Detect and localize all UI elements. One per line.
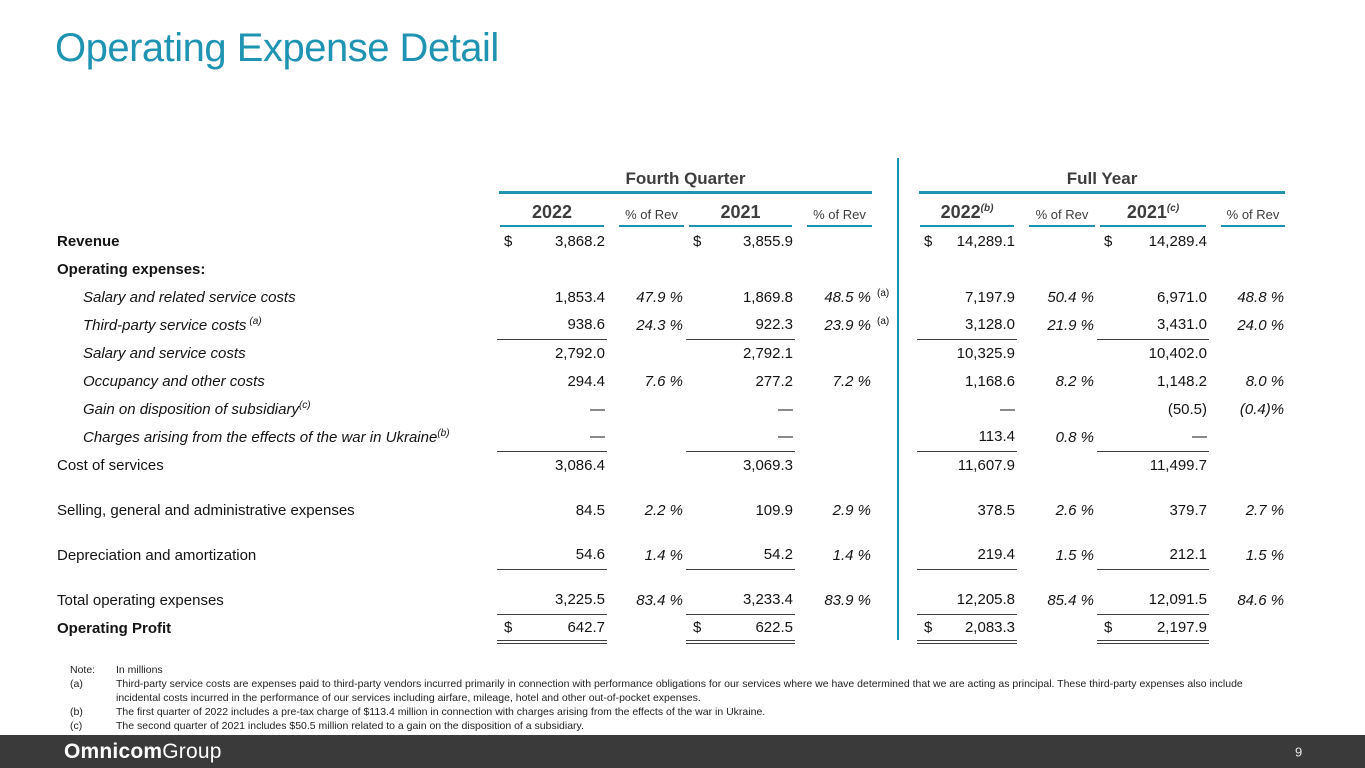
cell-dollar [1097, 451, 1123, 479]
footnote-text: The first quarter of 2022 includes a pre-tax charge of $113.4 million in connection with charges arising from the effects of the war in Ukraine. [116, 705, 766, 718]
cell-amount: 3,868.2 [554, 232, 605, 250]
cell-pct [1017, 451, 1097, 479]
cell-amount: 10,402.0 [1123, 339, 1209, 367]
cell-dollar [686, 367, 712, 395]
cell-amount: 938.6 [567, 316, 605, 334]
cell-pct: 2.6 % [1055, 501, 1095, 519]
cell-dollar [1097, 496, 1123, 524]
cell-dollar: $ [1097, 614, 1123, 642]
cell-pct: 48.5 % (a) [824, 288, 890, 306]
cell-pct [795, 255, 874, 283]
cell-dollar [917, 367, 937, 395]
cell-amount [1123, 255, 1209, 283]
cell-amount: 378.5 [977, 501, 1016, 519]
spacer-row [55, 479, 1287, 496]
cell-amount: 2,792.0 [519, 339, 607, 367]
expense-table [55, 168, 1287, 644]
footnote-term: Note: [70, 664, 96, 676]
cell-pct [1209, 423, 1287, 451]
cell-dollar [497, 395, 519, 423]
cell-pct [1209, 255, 1287, 283]
cell-pct: 7.2 % [832, 372, 872, 390]
cell-amount: 1,168.6 [964, 372, 1016, 390]
full-year-header: Full Year [919, 169, 1285, 194]
cell-amount [519, 255, 607, 283]
cell-dollar [497, 496, 519, 524]
cell-pct: 85.4 % [1047, 591, 1095, 609]
cell-pct: 1.4 % [832, 546, 872, 564]
cell-amount: 109.9 [755, 501, 793, 519]
row-label: Selling, general and administrative expenses [57, 501, 355, 519]
cell-pct [1017, 255, 1097, 283]
row-label: Salary and related service costs [83, 288, 296, 306]
cell-dollar [1097, 339, 1123, 367]
fourth-quarter-header: Fourth Quarter [499, 169, 872, 194]
section-gap [874, 586, 917, 614]
cell-amount: 212.1 [1123, 541, 1209, 569]
footnote-text: In millions [116, 664, 163, 676]
cell-pct: 0.8 % [1055, 428, 1095, 446]
cell-amount: 2,792.1 [712, 339, 795, 367]
cell-pct: 2.2 % [644, 501, 683, 519]
cell-dollar [686, 496, 712, 524]
cell-dollar [917, 311, 937, 339]
cell-dollar [917, 339, 937, 367]
cell-amount: 622.5 [712, 614, 795, 642]
footnote-text: The second quarter of 2021 includes $50.5 million related to a gain on the disposition of a subsidiary. [116, 719, 584, 732]
cell-amount: — [778, 428, 793, 446]
cell-amount: 3,069.3 [712, 451, 795, 479]
cell-dollar: $ [693, 232, 702, 250]
cell-dollar [497, 255, 519, 283]
cell-pct: 83.9 % [824, 591, 872, 609]
cell-pct [607, 423, 686, 451]
cell-dollar [497, 367, 519, 395]
section-gap [874, 395, 917, 423]
cell-pct: 1.4 % [644, 546, 683, 564]
cell-dollar [1097, 423, 1123, 451]
cell-pct: 8.0 % [1245, 372, 1285, 390]
row-label: Operating expenses: [57, 260, 206, 278]
table-row [55, 451, 1287, 479]
cell-amount: 11,607.9 [937, 451, 1017, 479]
cell-amount: 3,086.4 [519, 451, 607, 479]
cell-pct: 7.6 % [644, 372, 683, 390]
section-gap [874, 541, 917, 569]
table-row [55, 283, 1287, 311]
table-row [55, 311, 1287, 339]
cell-amount [712, 255, 795, 283]
cell-dollar [686, 395, 712, 423]
cell-dollar: $ [917, 614, 937, 642]
cell-pct: 83.4 % [636, 591, 683, 609]
cell-pct: 23.9 % (a) [824, 316, 890, 334]
cell-pct [795, 451, 874, 479]
cell-dollar [917, 255, 937, 283]
cell-pct [795, 227, 874, 255]
row-label: Salary and service costs [83, 344, 246, 362]
cell-dollar [917, 451, 937, 479]
section-gap [874, 255, 917, 283]
cell-amount: 54.2 [712, 541, 795, 569]
table-row [55, 586, 1287, 614]
cell-pct [1209, 451, 1287, 479]
cell-pct: 8.2 % [1055, 372, 1095, 390]
cell-amount: 14,289.1 [956, 232, 1016, 250]
cell-dollar [917, 423, 937, 451]
table-body [55, 227, 1287, 642]
cell-dollar: $ [924, 232, 933, 250]
table-row [55, 541, 1287, 569]
section-gap [874, 194, 917, 227]
cell-dollar [686, 311, 712, 339]
cell-amount: 277.2 [755, 372, 793, 390]
cell-pct: 2.7 % [1245, 501, 1285, 519]
cell-dollar [686, 255, 712, 283]
cell-dollar [497, 541, 519, 569]
row-label: Revenue [57, 232, 120, 250]
pct-of-rev-header: % of Rev [1029, 207, 1095, 227]
cell-amount: 11,499.7 [1123, 451, 1209, 479]
cell-amount: 3,225.5 [519, 586, 607, 614]
footnote-term: (a) [70, 677, 83, 690]
cell-pct [1017, 227, 1097, 255]
cell-amount: 54.6 [519, 541, 607, 569]
row-label: Operating Profit [57, 619, 172, 637]
cell-dollar [1097, 283, 1123, 311]
cell-pct [1209, 614, 1287, 642]
cell-amount: 3,233.4 [712, 586, 795, 614]
cell-pct [1017, 614, 1097, 642]
cell-pct: 48.8 % [1237, 288, 1285, 306]
cell-pct [1017, 339, 1097, 367]
cell-pct [795, 614, 874, 642]
cell-amount: 12,205.8 [937, 586, 1017, 614]
cell-dollar [1097, 586, 1123, 614]
cell-amount [937, 255, 1017, 283]
page-title: Operating Expense Detail [55, 26, 499, 70]
cell-amount: — [778, 400, 793, 418]
table-row [55, 395, 1287, 423]
cell-amount: 1,869.8 [742, 288, 793, 306]
cell-pct [607, 614, 686, 642]
cell-dollar [497, 311, 519, 339]
footnote-term: (b) [70, 705, 83, 718]
cell-amount: 84.5 [575, 501, 605, 519]
cell-pct: 50.4 % [1047, 288, 1095, 306]
cell-amount: 1,853.4 [554, 288, 605, 306]
table-row [55, 496, 1287, 524]
year-header-fy-2022: 2022$^{(b)}$ [920, 202, 1014, 227]
cell-dollar: $ [686, 614, 712, 642]
section-gap [874, 496, 917, 524]
pct-of-rev-header: % of Rev [807, 207, 872, 227]
cell-dollar [1097, 541, 1123, 569]
cell-dollar [1097, 311, 1123, 339]
cell-pct [607, 255, 686, 283]
footnote [70, 678, 1262, 706]
cell-dollar [686, 283, 712, 311]
cell-pct [1209, 339, 1287, 367]
cell-pct: 24.3 % [636, 316, 683, 334]
cell-pct: 1.5 % [1245, 546, 1285, 564]
section-gap [874, 451, 917, 479]
cell-pct [795, 339, 874, 367]
cell-amount: — [1000, 400, 1016, 418]
cell-amount: 113.4 [978, 428, 1016, 446]
cell-amount: 6,971.0 [1156, 288, 1208, 306]
cell-dollar [497, 451, 519, 479]
table-row [55, 367, 1287, 395]
footer-bar [0, 735, 1365, 768]
spacer-row [55, 569, 1287, 586]
section-gap [874, 339, 917, 367]
cell-amount: 379.7 [1169, 501, 1208, 519]
cell-dollar [686, 451, 712, 479]
cell-dollar [917, 586, 937, 614]
cell-dollar [497, 339, 519, 367]
cell-amount: (50.5) [1167, 400, 1208, 418]
section-gap [874, 168, 917, 194]
section-gap [874, 423, 917, 451]
cell-amount: 12,091.5 [1123, 586, 1209, 614]
cell-amount: 2,197.9 [1123, 614, 1209, 642]
cell-pct [607, 395, 686, 423]
cell-pct [795, 423, 874, 451]
footnote-marker: (a) [877, 288, 890, 299]
cell-pct: 24.0 % [1237, 316, 1285, 334]
row-label: Occupancy and other costs [83, 372, 265, 390]
footnote [70, 720, 1262, 734]
cell-pct: 1.5 % [1055, 546, 1095, 564]
row-label: Total operating expenses [57, 591, 224, 609]
cell-dollar [686, 339, 712, 367]
year-header-q4-2022: 2022 [500, 202, 604, 227]
footnote-term: (c) [70, 719, 83, 732]
row-label: Gain on disposition of subsidiary$^{(c)}$ [83, 400, 311, 418]
cell-amount: 7,197.9 [964, 288, 1016, 306]
cell-pct [607, 227, 686, 255]
footnotes [70, 664, 1262, 734]
cell-amount: 642.7 [519, 614, 607, 642]
cell-dollar [1097, 255, 1123, 283]
cell-pct: 47.9 % [636, 288, 683, 306]
omnicom-group-logo: OmnicomGroup [64, 739, 222, 763]
row-label: Cost of services [57, 456, 164, 474]
footnote-text: Third-party service costs are expenses paid to third-party vendors incurred primarily in connection with performance obligations for our services where we have determined that we are acting as principal. These third-party expenses also include incidental costs incurred in the performance of our services including airfare, mileage, hotel and other out-of-pocket expenses. [116, 677, 1243, 704]
footnote [70, 706, 1262, 720]
cell-amount: 14,289.4 [1148, 232, 1208, 250]
spacer-row [55, 524, 1287, 541]
section-gap [874, 614, 917, 642]
cell-dollar [917, 395, 937, 423]
footnote [70, 664, 1262, 678]
cell-pct [1209, 227, 1287, 255]
cell-amount: — [590, 428, 605, 446]
cell-dollar [1097, 367, 1123, 395]
cell-pct [607, 339, 686, 367]
year-header-fy-2021: 2021$^{(c)}$ [1100, 202, 1206, 227]
section-gap [874, 227, 917, 255]
table-row [55, 255, 1287, 283]
cell-dollar [686, 423, 712, 451]
cell-amount: 10,325.9 [937, 339, 1017, 367]
cell-pct [1017, 395, 1097, 423]
cell-amount: 1,148.2 [1156, 372, 1208, 390]
pct-of-rev-header: % of Rev [1221, 207, 1285, 227]
cell-dollar [1097, 395, 1123, 423]
cell-pct [795, 395, 874, 423]
cell-dollar [497, 283, 519, 311]
cell-amount: 3,128.0 [964, 316, 1016, 334]
row-label: Third-party service costs $^{(a)}$ [83, 316, 262, 334]
cell-dollar [917, 541, 937, 569]
cell-pct: 2.9 % [832, 501, 872, 519]
cell-amount: 2,083.3 [937, 614, 1017, 642]
table-row [55, 423, 1287, 451]
cell-amount: 3,431.0 [1156, 316, 1208, 334]
footnote-marker: (a) [877, 316, 890, 327]
page-number: 9 [1295, 744, 1303, 759]
cell-dollar: $ [504, 232, 513, 250]
section-divider-line [897, 158, 899, 640]
cell-pct: 84.6 % [1237, 591, 1285, 609]
row-label: Charges arising from the effects of the war in Ukraine$^{(b)}$ [83, 428, 450, 446]
table-row [55, 227, 1287, 255]
cell-dollar: $ [1104, 232, 1113, 250]
cell-pct [607, 451, 686, 479]
column-header-row [55, 194, 1287, 227]
group-header-row [55, 168, 1287, 194]
table-row [55, 339, 1287, 367]
cell-amount: 922.3 [755, 316, 793, 334]
cell-dollar [917, 496, 937, 524]
cell-amount: 219.4 [937, 541, 1017, 569]
cell-dollar [917, 283, 937, 311]
pct-of-rev-header: % of Rev [619, 207, 684, 227]
cell-pct: 21.9 % [1047, 316, 1095, 334]
cell-amount: — [590, 400, 605, 418]
cell-dollar: $ [497, 614, 519, 642]
table-row [55, 614, 1287, 642]
cell-dollar [686, 541, 712, 569]
cell-amount: 3,855.9 [742, 232, 793, 250]
row-label: Depreciation and amortization [57, 546, 257, 564]
cell-dollar [497, 423, 519, 451]
cell-pct: (0.4)% [1239, 400, 1285, 418]
section-gap [874, 367, 917, 395]
cell-dollar [686, 586, 712, 614]
cell-dollar [497, 586, 519, 614]
year-header-q4-2021: 2021 [689, 202, 792, 227]
cell-amount: — [1192, 428, 1208, 446]
cell-amount: 294.4 [567, 372, 605, 390]
